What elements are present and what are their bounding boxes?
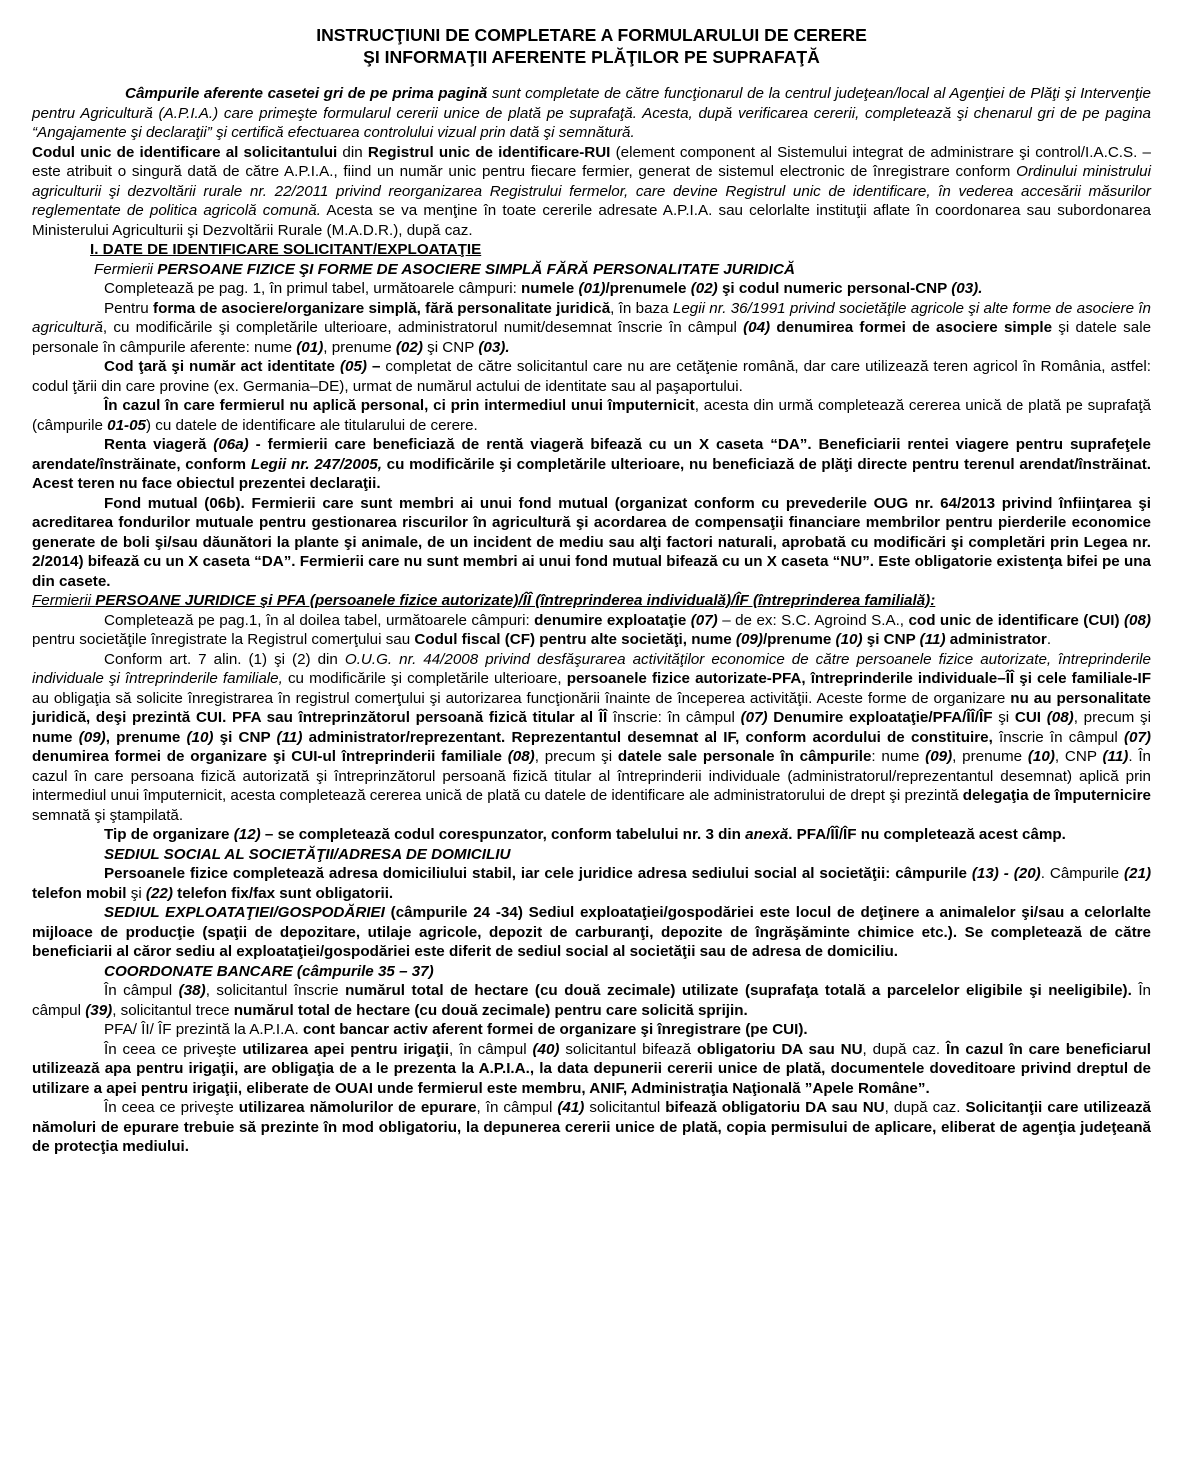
document-title bbox=[32, 24, 1151, 68]
exploatatie-paragraph-1: SEDIUL EXPLOATAŢIEI/GOSPODĂRIEI (câmpurile 24 -34) Sediul exploataţiei/gospodăriei este locul de deţinere a animalelor şi/sau a celorlalte mijloace de producţie (spaţii de depozitare, utilaje agricole, depozit de carburanţi, depozite de îngrăşăminte chimice etc.). Se completează de către beneficiarii al căror sediu al exploataţiei/gospodăriei este diferit de sediul social al societăţii sau de adresa de domiciliu. bbox=[32, 904, 1151, 960]
section-heading-identificare: I. DATE DE IDENTIFICARE SOLICITANT/EXPLOATAŢIE bbox=[90, 241, 482, 258]
subheading-persoane-juridice: Fermierii PERSOANE JURIDICE şi PFA (persoanele fizice autorizate)/ÎÎ (întreprinderea individuală)/ÎF (întreprinderea familială): bbox=[32, 592, 936, 609]
title-line-1: INSTRUCŢIUNI DE COMPLETARE A FORMULARULUI DE CERERE bbox=[316, 25, 867, 45]
pf-paragraph-5: Renta viageră (06a) - fermierii care beneficiază de rentă viageră bifează cu un X caseta “DA”. Beneficiarii rentei viagere pentru suprafeţele arendate/înstrăinate, conform Legii nr. 247/2005, cu modificările şi completările ulterioare, nu beneficiază de plăţi directe pentru terenul arendat/înstrăinat. Acest teren nu face obiectul prezentei declaraţii. bbox=[32, 436, 1151, 492]
pj-paragraph-3: Tip de organizare (12) – se completează codul corespunzator, conform tabelului nr. 3 din anexă. PFA/ÎÎ/ÎF nu completează acest câmp. bbox=[104, 826, 1066, 843]
pf-paragraph-6: Fond mutual (06b). Fermierii care sunt membri ai unui fond mutual (organizat conform cu prevederile OUG nr. 64/2013 privind înfiinţarea şi acreditarea fondurilor mutuale pentru gestionarea riscurilor în agricultură şi acordarea de compensaţii financiare membrilor pentru pierderile economice generate de boli şi/sau dăunători la plante şi animale, de un incident de mediu sau alţi factori naturali, aprobată cu modificări şi completări prin Legea nr. 2/2014) bifează cu un X caseta “DA”. Fermierii care nu sunt membri ai unui fond mutual bifează cu un X caseta “NU”. Este obligatorie existenţa bifei pe una din casete. bbox=[32, 494, 1151, 590]
pf-paragraph-4: În cazul în care fermierul nu aplică personal, ci prin intermediul unui împuternicit, acesta din urmă completează cererea unică de plată pe suprafaţă (câmpurile 01-05) cu datele de identificare ale titularului de cerere. bbox=[32, 397, 1152, 434]
title-line-2: ŞI INFORMAŢII AFERENTE PLĂŢILOR PE SUPRAFAŢĂ bbox=[363, 47, 820, 67]
intro-paragraph-1: Câmpurile aferente casetei gri de pe prima pagină sunt completate de către funcţionarul de la centrul judeţean/local al Agenţiei de Plăţi şi Intervenţie pentru Agricultură (A.P.I.A.) care primeşte formularul cererii unice de plată pe suprafaţă. Acesta, după verificarea cererii, completează şi chenarul gri de pe pagina “Angajamente şi declaraţii” şi certifică efectuarea controlului vizual prin dată şi semnătură. bbox=[32, 85, 1151, 141]
pf-paragraph-1: Completează pe pag. 1, în primul tabel, următoarele câmpuri: numele (01)/prenumele (02) şi codul numeric personal-CNP (03). bbox=[104, 280, 983, 297]
subheading-persoane-fizice: Fermierii PERSOANE FIZICE ŞI FORME DE ASOCIERE SIMPLĂ FĂRĂ PERSONALITATE JURIDICĂ bbox=[94, 260, 795, 278]
pf-paragraph-3: Cod ţară şi număr act identitate (05) – completat de către solicitantul care nu are cetăţenie română, dar care utilizează teren agricol în România, astfel: codul ţării din care provine (ex. Germania–DE), urmat de numărul actului de identitate sau al paşaportului. bbox=[32, 358, 1151, 395]
pf-paragraph-2: Pentru forma de asociere/organizare simplă, fără personalitate juridică, în baza Legii nr. 36/1991 privind societăţile agricole şi alte forme de asociere în agricultură, cu modificările şi completările ulterioare, administratorul numit/desemnat înscrie în câmpul (04) denumirea formei de asociere simple şi datele sale personale în câmpurile aferente: nume (01), prenume (02) şi CNP (03). bbox=[32, 299, 1152, 356]
banca-paragraph-2: PFA/ ÎI/ ÎF prezintă la A.P.I.A. cont bancar activ aferent formei de organizare şi înregistrare (pe CUI). bbox=[104, 1021, 808, 1038]
pj-paragraph-1: Completează pe pag.1, în al doilea tabel, următoarele câmpuri: denumire exploataţie (07) – de ex: S.C. Agroind S.A., cod unic de identificare (CUI) (08) pentru societăţile înregistrate la Registrul comerţului sau Codul fiscal (CF) pentru alte societăţi, nume (09)/prenume (10) şi CNP (11) administrator. bbox=[32, 611, 1151, 648]
pj-paragraph-2: Conform art. 7 alin. (1) şi (2) din O.U.G. nr. 44/2008 privind desfăşurarea activităţilor economice de către persoanele fizice autorizate, întreprinderile individuale şi întreprinderile familiale, cu modificările şi completările ulterioare, persoanele fizice autorizate-PFA, întreprinderile individuale–ÎÎ şi cele familiale-IF au obligaţia să solicite înregistrarea în registrul comerţului şi autorizarea funcţionării înainte de începerea activităţii. Aceste forme de organizare nu au personalitate juridică, deşi prezintă CUI. PFA sau întreprinzătorul persoană fizică titular al ÎÎ înscrie: în câmpul (07) Denumire exploataţie/PFA/ÎÎ/ÎF şi CUI (08), precum şi nume (09), prenume (10) şi CNP (11) administrator/reprezentant. Reprezentantul desemnat al IF, conform acordului de constituire, înscrie în câmpul (07) denumirea formei de organizare şi CUI-ul întreprinderii familiale (08), precum şi datele sale personale în câmpurile: nume (09), prenume (10), CNP (11). În cazul în care persoana fizică autorizată şi întreprinzătorul persoană fizică titular al întreprinderii individuale (administratorul/reprezentantul desemnat) aplică prin intermediul unui împuternicit, acesta completează cererea unică de plată cu datele de identificare ale administratorului de drept şi prezintă delegaţia de împuternicire semnată şi ştampilată. bbox=[32, 650, 1152, 824]
document-body bbox=[32, 84, 1151, 1157]
intro-paragraph-2: Codul unic de identificare al solicitantului din Registrul unic de identificare-RUI (element component al Sistemului integrat de administrare şi control/I.A.C.S. – este atribuit o singură dată de către A.P.I.A., fiind un număr unic pentru fiecare fermier, generat de sistemul electronic de înregistrare conform Ordinului ministrului agriculturii şi dezvoltării rurale nr. 22/2011 privind reorganizarea Registrului fermelor, care devine Registrul unic de identificare, în vederea accesării măsurilor reglementate de politica agricolă comună. Acesta se va menţine în toate cererile adresate A.P.I.A. sau celorlalte instituţii aflate în coordonarea sau subordonarea Ministerului Agriculturii şi Dezvoltării Rurale (M.A.D.R.), după caz. bbox=[32, 143, 1151, 239]
namoluri-paragraph: În ceea ce priveşte utilizarea nămolurilor de epurare, în câmpul (41) solicitantul bifează obligatoriu DA sau NU, după caz. Solicitanţii care utilizează nămoluri de epurare trebuie să prezinte în mod obligatoriu, la depunerea cererii unice de plată, copia permisului de aplicare, eliberat de agenţia judeţeană de protecţia mediului. bbox=[32, 1099, 1151, 1155]
sediu-paragraph-1: Persoanele fizice completează adresa domiciliului stabil, iar cele juridice adresa sediului social al societăţii: câmpurile (13) - (20). Câmpurile (21) telefon mobil şi (22) telefon fix/fax sunt obligatorii. bbox=[32, 865, 1152, 902]
banca-paragraph-1: În câmpul (38), solicitantul înscrie numărul total de hectare (cu două zecimale) utilizate (suprafaţa totală a parcelelor eligibile şi neeligibile). În câmpul (39), solicitantul trece numărul total de hectare (cu două zecimale) pentru care solicită sprijin. bbox=[32, 982, 1151, 1019]
heading-coordonate-bancare: COORDONATE BANCARE (câmpurile 35 – 37) bbox=[104, 962, 434, 980]
irigatii-paragraph: În ceea ce priveşte utilizarea apei pentru irigaţii, în câmpul (40) solicitantul bifează obligatoriu DA sau NU, după caz. În cazul în care beneficiarul utilizează apa pentru irigaţii, are obligaţia de a le prezenta la A.P.I.A., la data depunerii cererii unice de plată, documentele doveditoare privind dreptul de utilizare a apei pentru irigaţii, eliberate de OUAI unde fermierul este membru, ANIF, Administraţia Naţională ”Apele Române”. bbox=[32, 1040, 1151, 1097]
heading-sediu-social: SEDIUL SOCIAL AL SOCIETĂŢII/ADRESA DE DOMICILIU bbox=[104, 845, 511, 863]
